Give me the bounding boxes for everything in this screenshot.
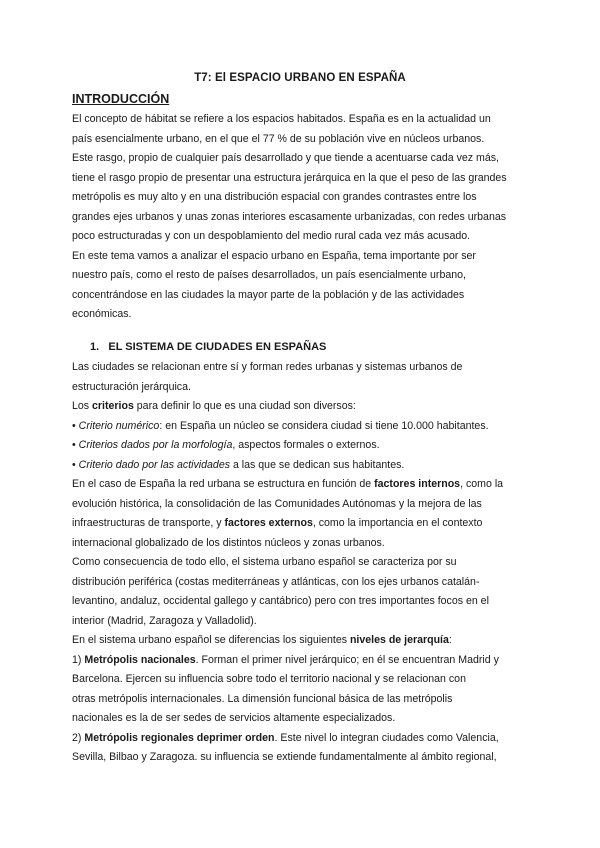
body-line: evolución histórica, la consolidación de las Comunidades Autónomas y la mejora de las: [72, 497, 482, 510]
factores-externos: factores externos: [224, 517, 313, 529]
criteria-bold: criterios: [92, 400, 134, 412]
bullet-icon: •: [72, 419, 76, 432]
body-line: Como consecuencia de todo ello, el sistema urbano español se caracteriza por su: [72, 556, 457, 568]
intro-line: El concepto de hábitat se refiere a los espacios habitados. España es en la actualidad un: [72, 113, 491, 125]
bullet-item: • Criterio numérico: en España un núcleo se considera ciudad si tiene 10.000 habitantes.: [72, 419, 489, 432]
section-title: EL SISTEMA DE CIUDADES EN ESPAÑAS: [108, 341, 327, 353]
body-line: internacional globalizado de los distintos núcleos y zonas urbanos.: [72, 536, 385, 549]
body-line: 2) Metrópolis regionales deprimer orden. Este nivel lo integran ciudades como Valencia,: [72, 731, 499, 744]
bullet-icon: •: [72, 439, 76, 451]
intro-line: metrópolis es muy alto y en una distribución espacial con grandes contrastes entre los: [72, 191, 477, 203]
intro-line: poco estructuradas y con un despoblamiento del medio rural cada vez más acusado.: [72, 230, 471, 242]
intro-paragraph: [72, 110, 532, 325]
intro-line: económicas.: [72, 308, 132, 320]
body-line: Las ciudades se relacionan entre sí y forman redes urbanas y sistemas urbanos de: [72, 361, 463, 373]
criteria-line: Los criterios para definir lo que es una ciudad son diversos:: [72, 400, 356, 412]
bullet-icon: •: [72, 458, 76, 471]
factores-internos: factores internos: [374, 478, 461, 490]
metropolis-nacionales: Metrópolis nacionales: [84, 653, 196, 666]
niveles-jerarquia: niveles de jerarquía: [349, 634, 449, 646]
body-line: En el sistema urbano español se diferencias los siguientes niveles de jerarquía:: [72, 634, 452, 646]
section-1-body: [72, 358, 532, 768]
body-line: otras metrópolis internacionales. La dimensión funcional básica de las metrópolis: [72, 692, 453, 705]
intro-line: tiene el rasgo propio de presentar una estructura jerárquica en la que el peso de las grandes: [72, 171, 507, 184]
bullet-item: • Criterios dados por la morfología, aspectos formales o externos.: [72, 439, 380, 451]
body-line: infraestructuras de transporte, y factores externos, como la importancia en el contexto: [72, 517, 483, 529]
body-line: 1) Metrópolis nacionales. Forman el primer nivel jerárquico; en él se encuentran Madrid y: [72, 653, 499, 666]
intro-line: concentrándose en las ciudades la mayor parte de la población y de las actividades: [72, 288, 465, 301]
document-title: T7: El ESPACIO URBANO EN ESPAÑA: [194, 72, 406, 84]
intro-line: país esencialmente urbano, en el que el 77 % de su población vive en núcleos urbanos.: [72, 132, 485, 145]
body-line: Sevilla, Bilbao y Zaragoza. su influencia se extiende fundamentalmente al ámbito regional,: [72, 751, 497, 763]
intro-line: grandes ejes urbanos y unas zonas interiores escasamente urbanizadas, con redes urbanas: [72, 210, 507, 223]
body-line: estructuración jerárquica.: [72, 380, 191, 393]
body-line: nacionales es la de ser sedes de servicios altamente especializados.: [72, 712, 396, 724]
body-line: interior (Madrid, Zaragoza y Valladolid).: [72, 614, 257, 627]
body-line: distribución periférica (costas mediterráneas y atlánticas, con los ejes urbanos catalán-: [72, 575, 480, 588]
body-line: En el caso de España la red urbana se estructura en función de factores internos, como la: [72, 478, 504, 490]
intro-line: En este tema vamos a analizar el espacio urbano en España, tema importante por ser: [72, 249, 476, 262]
intro-line: Este rasgo, propio de cualquier país desarrollado y que tiende a acentuarse cada vez más,: [72, 152, 499, 164]
metropolis-regionales: Metrópolis regionales deprimer orden: [84, 731, 275, 744]
bullet-item: • Criterio dado por las actividades a las que se dedican sus habitantes.: [72, 458, 405, 471]
intro-heading: INTRODUCCIÓN: [72, 92, 170, 106]
intro-line: nuestro país, como el resto de países desarrollados, un país esencialmente urbano,: [72, 269, 466, 281]
section-1-heading: [90, 341, 326, 353]
body-line: levantino, andaluz, occidental gallego y cantábrico) pero con tres importantes focos en el: [72, 595, 489, 607]
section-number: 1.: [90, 341, 100, 353]
body-line: Barcelona. Ejercen su influencia sobre todo el territorio nacional y se relacionan con: [72, 673, 466, 685]
